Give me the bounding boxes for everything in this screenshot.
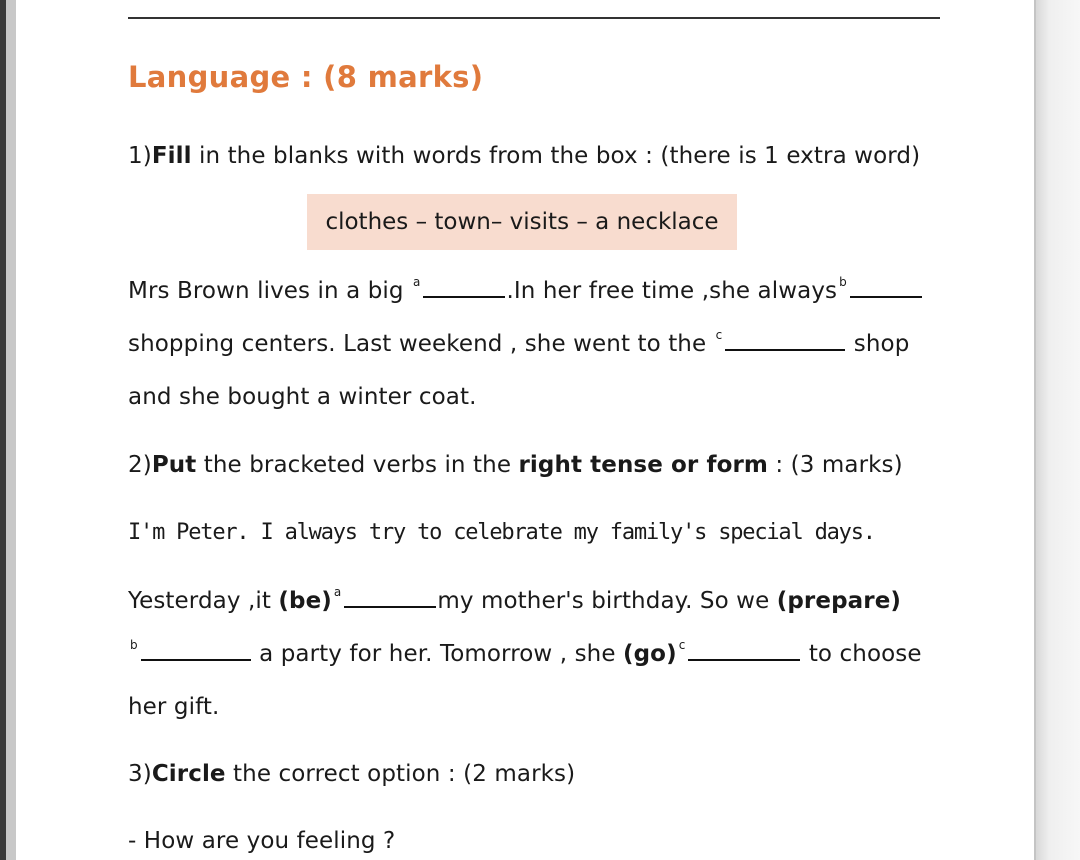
verb-go: (go) [623, 641, 677, 667]
q3-number: 3) [128, 761, 152, 787]
q1-verb: Fill [151, 143, 192, 169]
q1-text: shop [846, 331, 910, 357]
section-heading: Language : (8 marks) [128, 60, 484, 94]
q3-instruction [128, 761, 575, 787]
blank-q1-a[interactable] [423, 295, 505, 298]
top-rule [128, 17, 940, 19]
blank-label-c: c [715, 328, 723, 342]
page-shadow-right [1036, 0, 1080, 860]
q3-verb: Circle [151, 761, 226, 787]
q2-number: 2) [128, 452, 152, 478]
q2-text: Yesterday ,it [128, 588, 279, 614]
q1-text: shopping centers. Last weekend , she went to the [128, 331, 714, 357]
blank-label-c: c [678, 638, 686, 652]
q2-instruction-text: the bracketed verbs in the [196, 452, 519, 478]
blank-label-a: a [333, 585, 342, 599]
word-box [307, 194, 737, 250]
q2-instruction-bold: right tense or form [518, 452, 768, 478]
q2-text: my mother's birthday. So we [437, 588, 777, 614]
blank-q2-a[interactable] [344, 605, 436, 608]
q2-line-2 [128, 638, 922, 667]
blank-label-a: a [413, 275, 421, 289]
q2-intro: I'm Peter. I always try to celebrate my family's special days. [128, 520, 875, 545]
blank-label-b: b [839, 275, 847, 289]
blank-label-b: b [130, 638, 138, 652]
q1-passage-line-3: and she bought a winter coat. [128, 384, 477, 410]
blank-q2-b[interactable] [141, 658, 251, 661]
q1-passage-line-1 [128, 275, 923, 304]
verb-be: (be) [278, 588, 332, 614]
q2-verb: Put [151, 452, 197, 478]
q1-text: .In her free time ,she always [506, 278, 838, 304]
verb-prepare: (prepare) [776, 588, 902, 614]
q1-number: 1) [128, 143, 152, 169]
blank-q1-b[interactable] [850, 295, 922, 298]
q2-text: a party for her. Tomorrow , she [251, 641, 623, 667]
q3-item-1: - How are you feeling ? [128, 828, 396, 854]
q1-instruction-text: in the blanks with words from the box : (there is 1 extra word) [191, 143, 921, 169]
q2-line-1 [128, 585, 902, 614]
q1-text: Mrs Brown lives in a big [128, 278, 412, 304]
q1-instruction [128, 143, 920, 169]
page-shadow-left [6, 0, 16, 860]
word-box-words: clothes – town– visits – a necklace [325, 209, 719, 235]
blank-q1-c[interactable] [725, 348, 845, 351]
q2-instruction [128, 452, 903, 478]
q2-line-3: her gift. [128, 694, 220, 720]
blank-q2-c[interactable] [688, 658, 800, 661]
q1-passage-line-2 [128, 328, 910, 357]
q3-instruction-text: the correct option : (2 marks) [225, 761, 576, 787]
q2-instruction-marks: : (3 marks) [767, 452, 903, 478]
q2-text: to choose [801, 641, 922, 667]
